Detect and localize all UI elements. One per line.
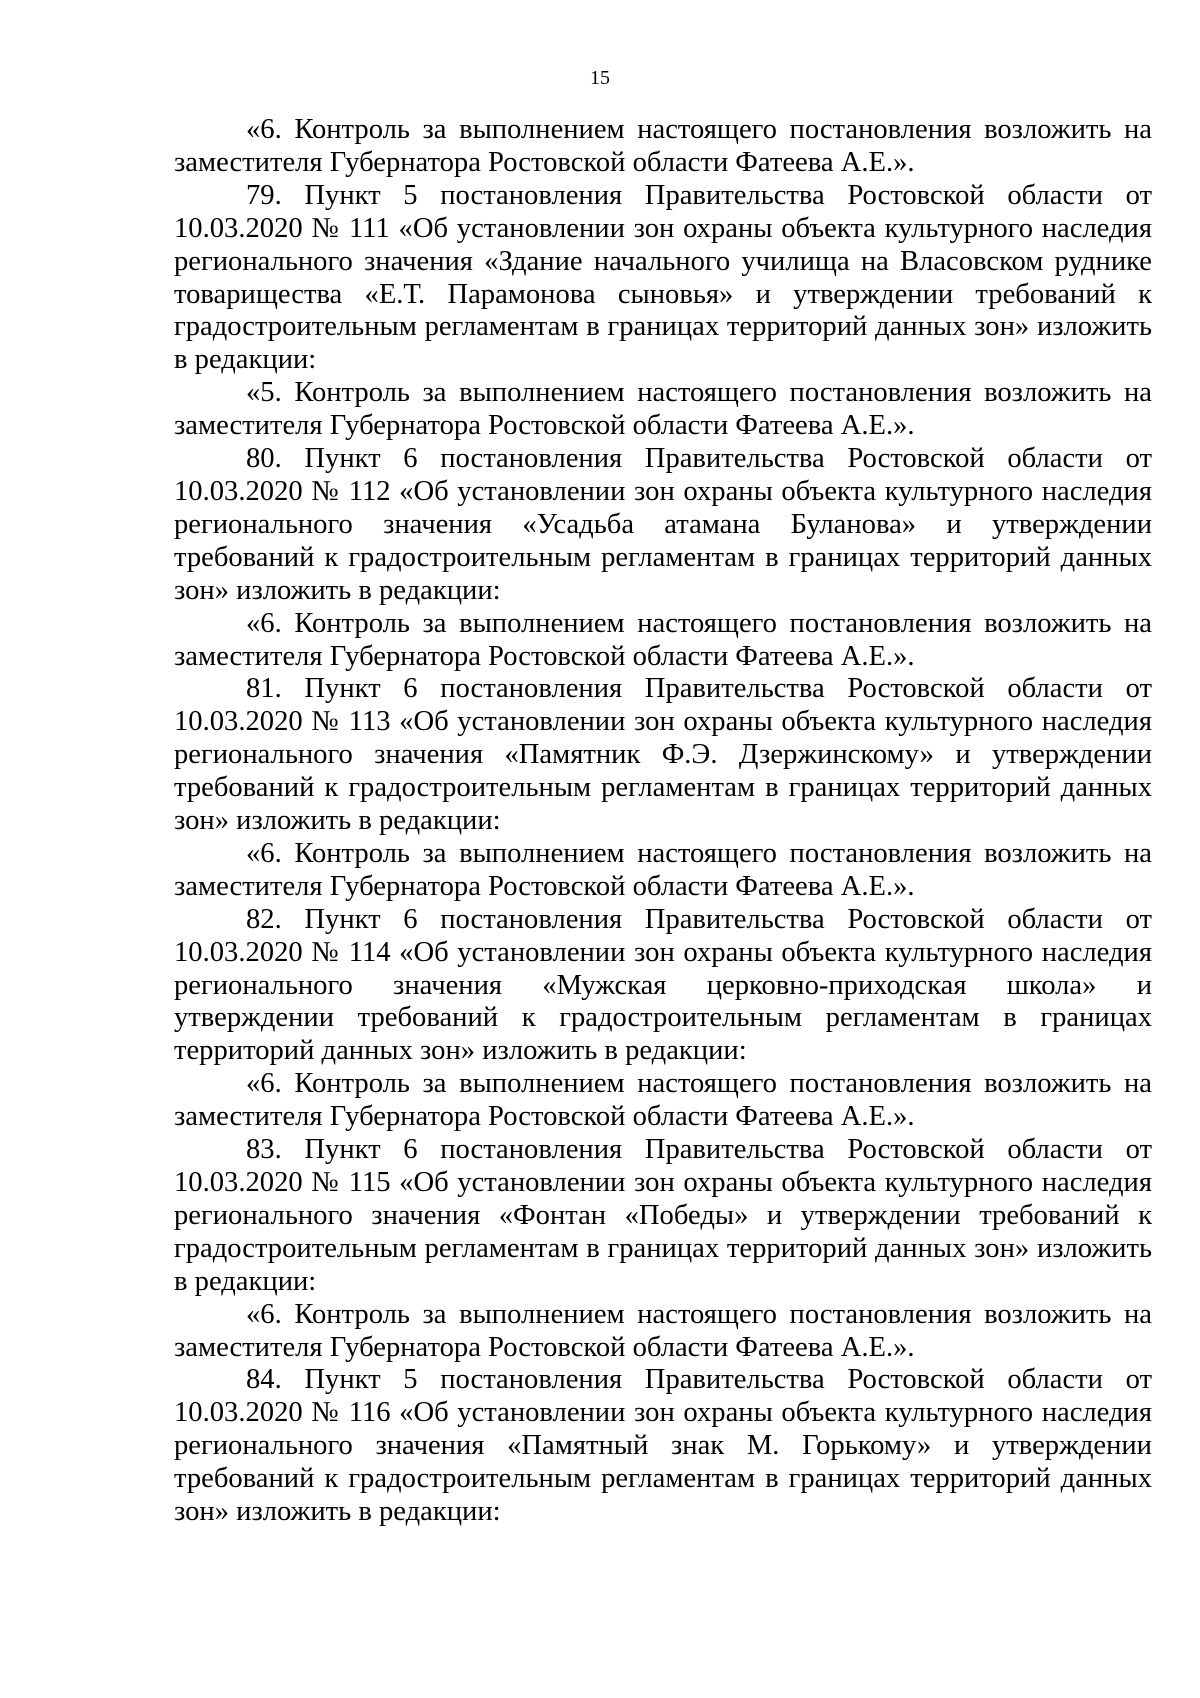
- paragraph-control-clause: «5. Контроль за выполнением настоящего постановления возложить на заместителя Губернатора Ростовской области Фатеева А.Е.».: [174, 377, 1152, 442]
- paragraph-control-clause: «6. Контроль за выполнением настоящего постановления возложить на заместителя Губернатора Ростовской области Фатеева А.Е.».: [174, 837, 1152, 902]
- document-body: [174, 114, 1152, 1529]
- paragraph-control-clause: «6. Контроль за выполнением настоящего постановления возложить на заместителя Губернатора Ростовской области Фатеева А.Е.».: [174, 114, 1152, 178]
- paragraph-item-83: 83. Пункт 6 постановления Правительства Ростовской области от 10.03.2020 № 115 «Об установлении зон охраны объекта культурного наследия регионального значения «Фонтан «Победы» и утверждении требований к градостроительным регламентам в границах территорий данных зон» изложить в редакции:: [174, 1134, 1152, 1297]
- paragraph-item-79: 79. Пункт 5 постановления Правительства Ростовской области от 10.03.2020 № 111 «Об установлении зон охраны объекта культурного наследия регионального значения «Здание начального училища на Власовском руднике товарищества «Е.Т. Парамонова сыновья» и утверждении требований к градостроительным регламентам в границах территорий данных зон» изложить в редакции:: [174, 179, 1152, 376]
- paragraph-control-clause: «6. Контроль за выполнением настоящего постановления возложить на заместителя Губернатора Ростовской области Фатеева А.Е.».: [174, 1298, 1152, 1363]
- paragraph-control-clause: «6. Контроль за выполнением настоящего постановления возложить на заместителя Губернатора Ростовской области Фатеева А.Е.».: [174, 607, 1152, 672]
- paragraph-item-82: 82. Пункт 6 постановления Правительства Ростовской области от 10.03.2020 № 114 «Об установлении зон охраны объекта культурного наследия регионального значения «Мужская церковно-приходская школа» и утверждении требований к градостроительным регламентам в границах территорий данных зон» изложить в редакции:: [174, 903, 1152, 1067]
- page-number: 15: [590, 67, 610, 89]
- paragraph-item-84: 84. Пункт 5 постановления Правительства Ростовской области от 10.03.2020 № 116 «Об установлении зон охраны объекта культурного наследия регионального значения «Памятный знак М. Горькому» и утверждении требований к градостроительным регламентам в границах территорий данных зон» изложить в редакции:: [174, 1364, 1152, 1528]
- paragraph-item-80: 80. Пункт 6 постановления Правительства Ростовской области от 10.03.2020 № 112 «Об установлении зон охраны объекта культурного наследия регионального значения «Усадьба атамана Буланова» и утверждении требований к градостроительным регламентам в границах территорий данных зон» изложить в редакции:: [174, 443, 1152, 606]
- paragraph-control-clause: «6. Контроль за выполнением настоящего постановления возложить на заместителя Губернатора Ростовской области Фатеева А.Е.».: [174, 1068, 1152, 1133]
- paragraph-item-81: 81. Пункт 6 постановления Правительства Ростовской области от 10.03.2020 № 113 «Об установлении зон охраны объекта культурного наследия регионального значения «Памятник Ф.Э. Дзержинскому» и утверждении требований к градостроительным регламентам в границах территорий данных зон» изложить в редакции:: [174, 673, 1152, 837]
